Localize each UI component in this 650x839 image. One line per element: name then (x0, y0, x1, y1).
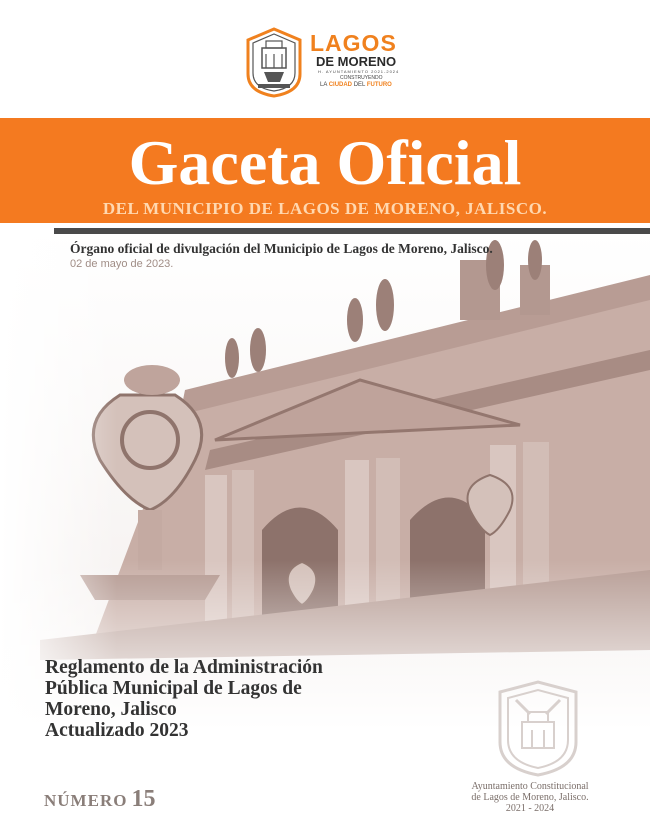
title-banner (0, 118, 650, 223)
divider-rule (54, 228, 650, 234)
document-title-line: Reglamento de la Administración (45, 657, 323, 678)
document-title (45, 657, 323, 741)
council-line: Ayuntamiento Constitucional (471, 781, 589, 792)
council-credit (430, 781, 630, 814)
issue-label: NÚMERO (44, 791, 128, 810)
brand-period: H. AYUNTAMIENTO 2021-2024 (318, 69, 400, 74)
organ-statement: Órgano oficial de divulgación del Municipio de Lagos de Moreno, Jalisco. (70, 241, 493, 256)
issue-number (44, 786, 155, 813)
council-period: 2021 - 2024 (505, 803, 555, 814)
document-title-line: Actualizado 2023 (45, 720, 189, 741)
municipal-seal-icon (492, 678, 584, 778)
brand-text (310, 32, 420, 89)
document-title-line: Pública Municipal de Lagos de (45, 678, 302, 699)
publication-subtitle: DEL MUNICIPIO DE LAGOS DE MORENO, JALISCO. (102, 199, 548, 218)
brand-slogan-top: CONSTRUYENDO (340, 75, 383, 81)
cathedral-photo (0, 230, 650, 730)
brand-slogan: LA CIUDAD DEL FUTURO (320, 82, 392, 88)
municipal-logo (244, 26, 414, 98)
publication-date: 02 de mayo de 2023. (70, 258, 174, 270)
issue-value: 15 (131, 786, 156, 812)
brand-name: LAGOS (310, 30, 397, 56)
publication-title: Gaceta Oficial (128, 127, 522, 198)
document-title-line: Moreno, Jalisco (45, 699, 177, 720)
brand-subname: DE MORENO (316, 54, 397, 69)
council-line: de Lagos de Moreno, Jalisco. (471, 792, 589, 803)
crest-icon (244, 26, 304, 98)
